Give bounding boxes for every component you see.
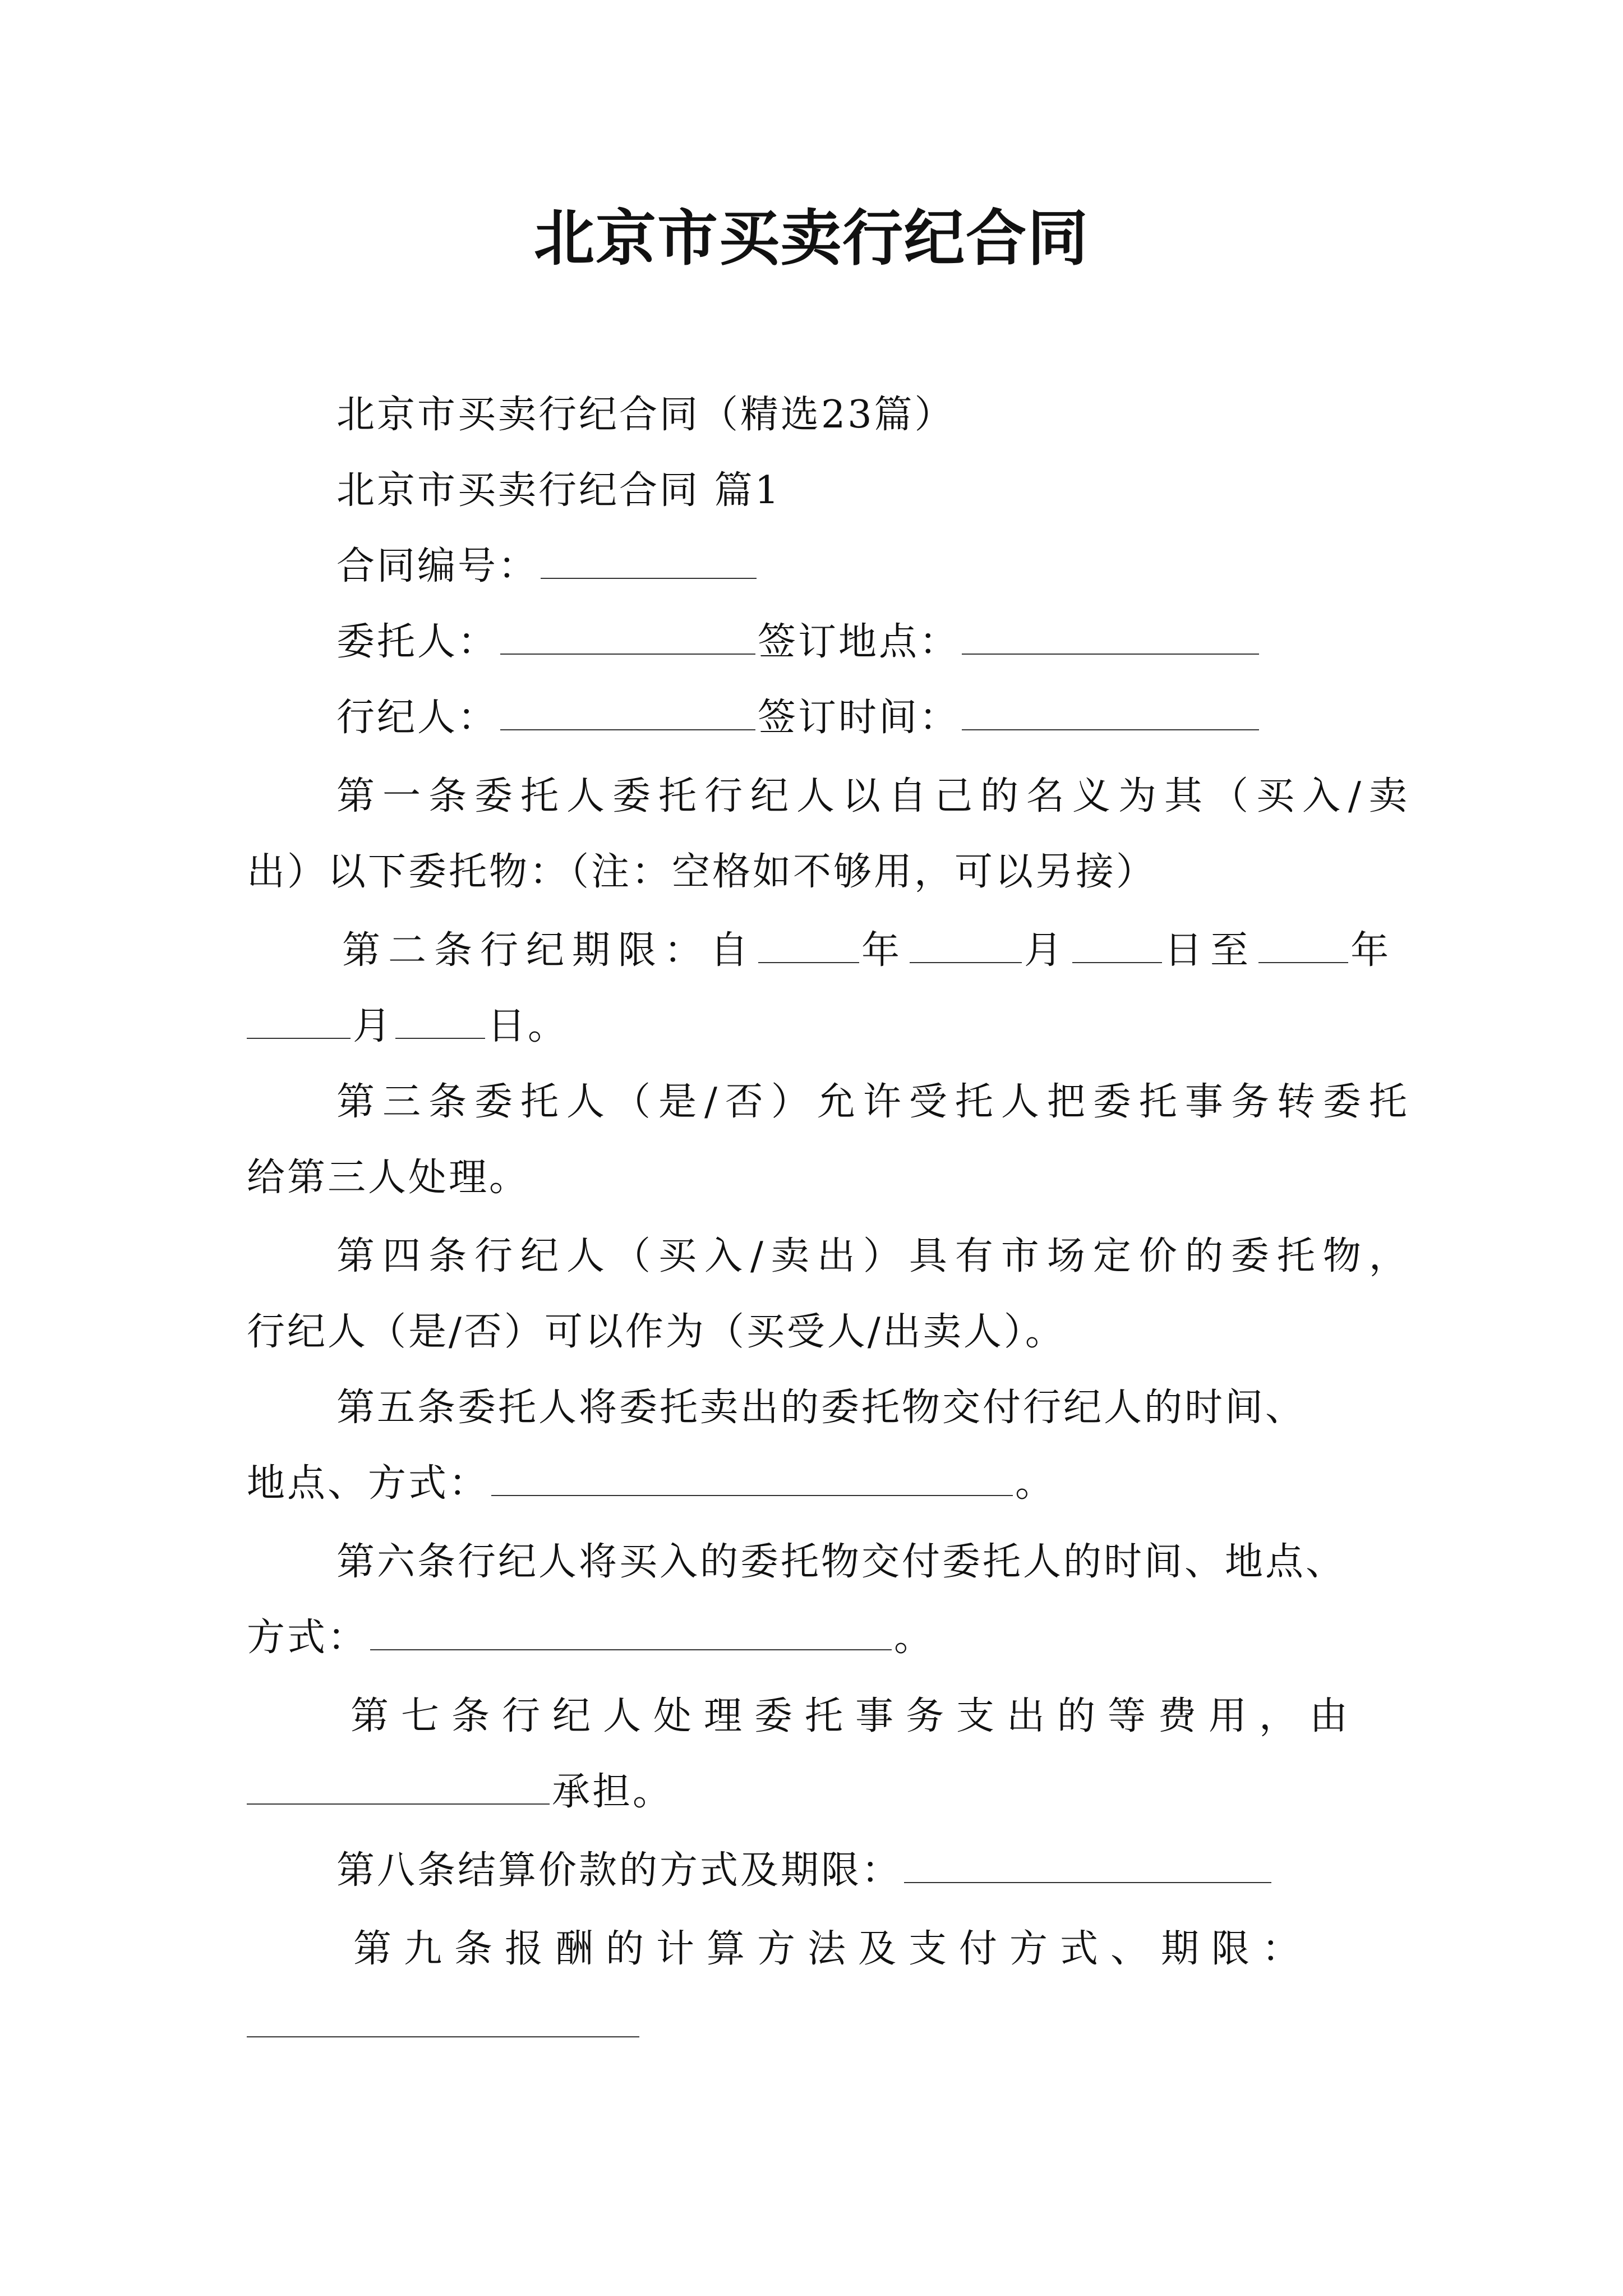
clause-6-blank <box>370 1614 892 1650</box>
principal-row <box>336 614 1261 670</box>
clause-2-year: 年 <box>861 928 908 973</box>
clause-1-line-2: 出）以下委托物：（注：空格如不够用，可以另接） <box>247 850 1157 894</box>
contract-number-label: 合同编号： <box>336 544 539 588</box>
clause-2-line-1 <box>342 923 1396 979</box>
clause-9-line-1: 第九条报酬的计算方法及支付方式、期限： <box>353 1927 1313 1971</box>
section-heading: 北京市买卖行纪合同 篇1 <box>336 468 781 513</box>
clause-5-line-2 <box>247 1456 1055 1512</box>
clause-5-line-1: 第五条委托人将委托卖出的委托物交付行纪人的时间、 <box>336 1386 1306 1430</box>
clause-9-line-2 <box>247 1997 642 2053</box>
clause-4-line-1: 第四条行纪人（买入/卖出）具有市场定价的委托物， <box>336 1234 1415 1278</box>
clause-2-start: 第二条行纪期限：自 <box>342 928 757 973</box>
clause-3-line-2: 给第三人处理。 <box>247 1156 530 1200</box>
clause-6-line-2 <box>247 1610 934 1666</box>
clause-4-line-2: 行纪人（是/否）可以作为（买受人/出卖人）。 <box>247 1310 1066 1354</box>
sign-time-blank <box>962 694 1259 730</box>
end-day-blank <box>395 1003 485 1039</box>
clause-7-line-1: 第七条行纪人处理委托事务支出的等费用，由 <box>351 1694 1361 1738</box>
clause-2-day-2: 日。 <box>487 1004 569 1048</box>
clause-7-end: 承担。 <box>552 1770 674 1814</box>
clause-8-blank <box>904 1847 1271 1883</box>
end-year-blank <box>1258 927 1348 963</box>
commission-agent-label: 行纪人： <box>336 696 499 740</box>
clause-5-blank <box>491 1460 1013 1496</box>
clause-6-line-1: 第六条行纪人将买入的委托物交付委托人的时间、地点、 <box>336 1540 1347 1584</box>
document-title: 北京市买卖行纪合同 <box>533 203 1089 274</box>
clause-7-blank <box>247 1769 550 1805</box>
start-day-blank <box>1072 927 1162 963</box>
contract-number-blank <box>541 543 757 579</box>
sign-time-label: 签订时间： <box>758 696 960 740</box>
clause-6-end: 。 <box>894 1616 935 1660</box>
clause-2-day-to: 日至 <box>1164 928 1257 973</box>
end-month-blank <box>247 1003 351 1039</box>
document-subtitle: 北京市买卖行纪合同（精选23篇） <box>336 393 955 437</box>
start-month-blank <box>910 927 1022 963</box>
commission-agent-blank <box>500 694 755 730</box>
sign-place-label: 签订地点： <box>758 620 960 664</box>
clause-2-month-2: 月 <box>353 1004 394 1048</box>
clause-2-line-2 <box>247 999 568 1055</box>
sign-place-blank <box>962 619 1259 655</box>
clause-6-label: 方式： <box>247 1616 368 1660</box>
start-year-blank <box>758 927 859 963</box>
clause-2-year-2: 年 <box>1350 928 1397 973</box>
clause-5-end: 。 <box>1015 1461 1056 1506</box>
clause-7-line-2 <box>247 1764 673 1820</box>
principal-blank <box>500 619 755 655</box>
clause-1-line-1: 第一条委托人委托行纪人以自己的名义为其（买入/卖 <box>336 774 1415 818</box>
clause-8-label: 第八条结算价款的方式及期限： <box>336 1848 902 1893</box>
clause-5-label: 地点、方式： <box>247 1461 490 1506</box>
clause-2-month: 月 <box>1024 928 1071 973</box>
clause-8-line <box>336 1843 1274 1899</box>
principal-label: 委托人： <box>336 620 499 664</box>
contract-number-row <box>336 539 759 595</box>
commission-agent-row <box>336 690 1261 746</box>
clause-3-line-1: 第三条委托人（是/否）允许受托人把委托事务转委托 <box>336 1080 1415 1124</box>
clause-9-blank <box>247 2001 639 2037</box>
